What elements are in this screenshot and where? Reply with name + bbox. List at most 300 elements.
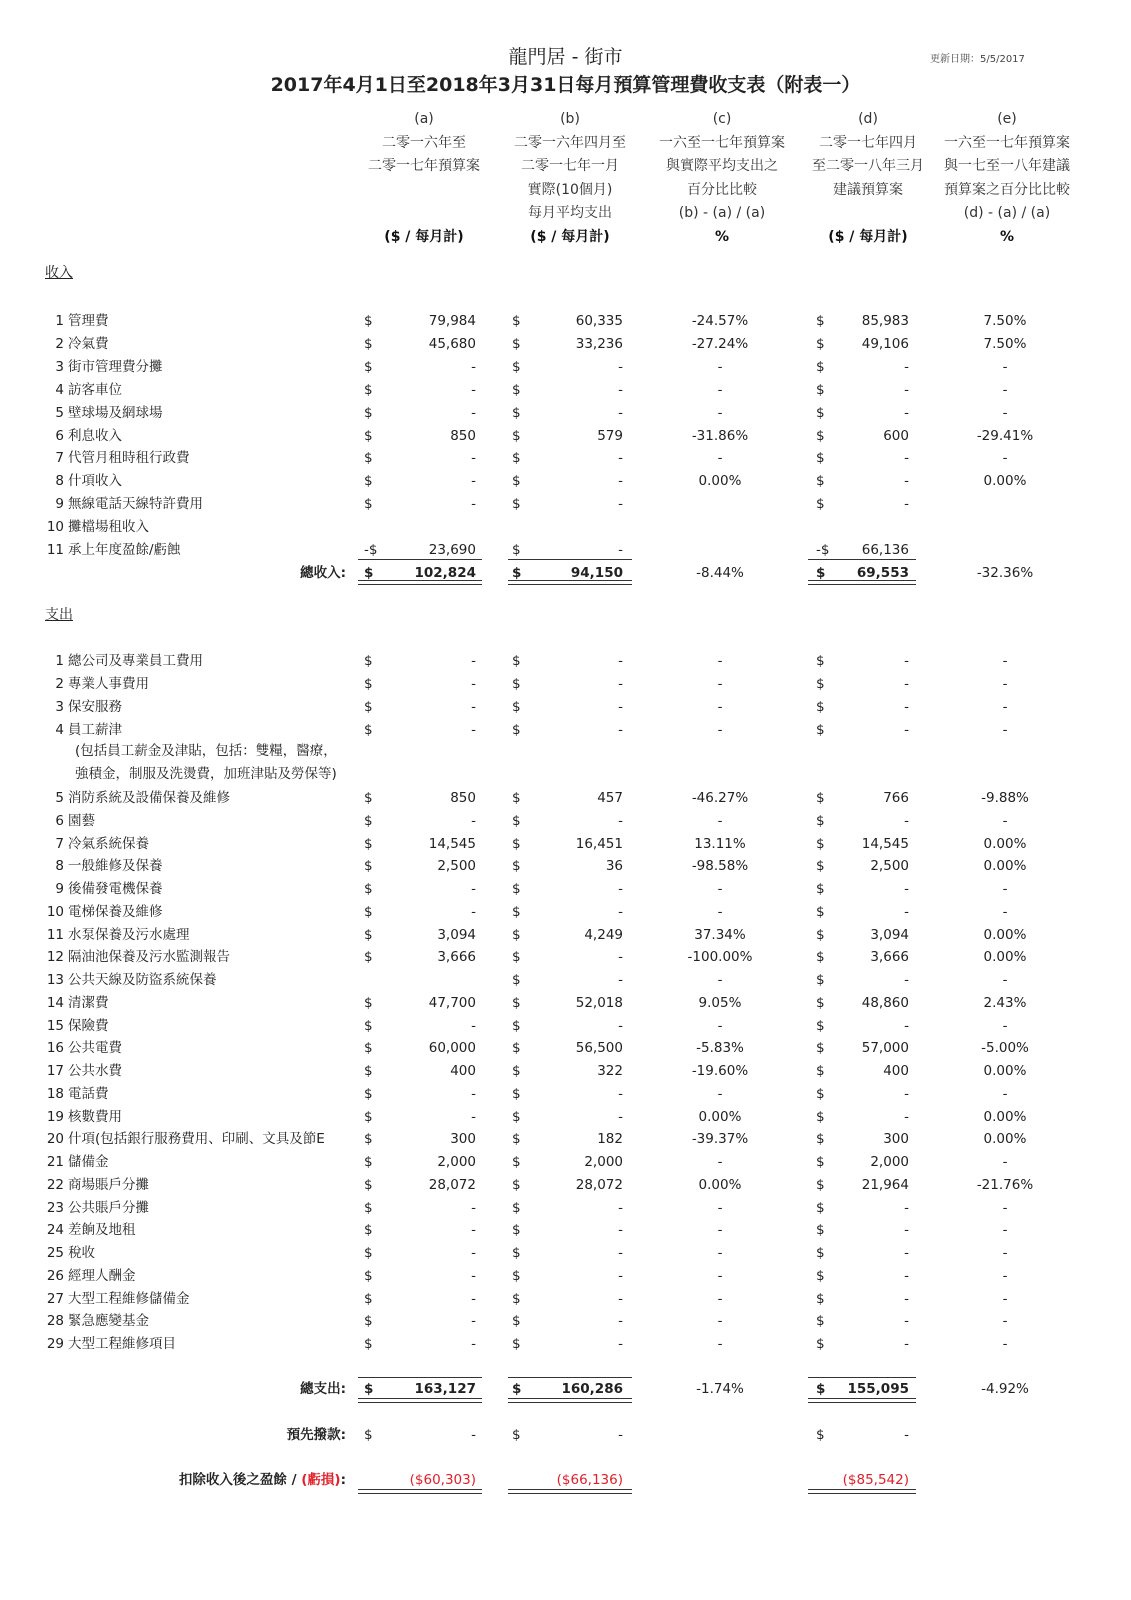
percent-e: 7.50% <box>983 335 1027 352</box>
currency-b: $ <box>512 335 521 352</box>
currency-b: $ <box>512 381 521 398</box>
value-d: 766 <box>883 790 909 806</box>
currency-d: $ <box>816 1267 825 1284</box>
value-b: - <box>618 653 623 669</box>
row-number: 23 <box>46 1199 64 1216</box>
row-label: 利息收入 <box>68 427 122 444</box>
column-unit: % <box>999 228 1015 245</box>
currency-a: $ <box>364 473 373 490</box>
value-a: - <box>471 358 476 375</box>
percent-e: - <box>1002 1267 1008 1284</box>
currency-d: $ <box>816 721 825 738</box>
staff-note-line1: (包括員工薪金及津貼，包括：雙糧，醫療， <box>75 743 337 759</box>
currency-a: $ <box>364 994 373 1011</box>
currency-d: $ <box>816 1063 825 1079</box>
income-row <box>0 493 1131 515</box>
value-d: - <box>904 1085 909 1102</box>
column-desc-line: (d) - (a) / (a) <box>963 205 1051 221</box>
value-d: - <box>904 675 909 692</box>
currency-d: $ <box>816 812 825 829</box>
value-d: - <box>904 903 909 920</box>
currency-a: $ <box>364 335 373 352</box>
row-label: 總公司及專業員工費用 <box>68 653 203 669</box>
value-b: 56,500 <box>575 1040 623 1057</box>
currency-b: $ <box>512 1222 521 1239</box>
column-desc-line: 二零一七年一月 <box>521 158 619 174</box>
value-a: 79,984 <box>428 313 476 329</box>
income-row <box>0 310 1131 332</box>
percent-e: - <box>1002 450 1008 467</box>
currency-b: $ <box>512 949 521 966</box>
value-b: - <box>618 1267 623 1284</box>
percent-e: - <box>1002 675 1008 692</box>
income-row <box>0 333 1131 355</box>
value-d: - <box>904 698 909 715</box>
row-label: 公共賬戶分攤 <box>68 1199 149 1216</box>
currency-b: $ <box>512 653 521 669</box>
currency-d: $ <box>816 1427 825 1443</box>
value-b: - <box>618 1199 623 1216</box>
row-number: 11 <box>46 542 64 558</box>
column-unit: % <box>714 228 730 245</box>
currency-b: $ <box>512 542 521 558</box>
value-b: - <box>618 1017 623 1034</box>
column-desc-line: 實際(10個月) <box>527 181 613 198</box>
percent-c: -27.24% <box>691 335 749 352</box>
value-a: - <box>471 1427 476 1443</box>
value-b: - <box>618 1108 623 1125</box>
percent-c: - <box>717 903 723 920</box>
value-a: - <box>471 496 476 513</box>
value-d: 3,094 <box>870 926 909 943</box>
income-total-bottom-rule <box>808 580 916 585</box>
currency-b: $ <box>512 427 521 444</box>
percent-c: - <box>717 675 723 692</box>
currency-a: $ <box>364 1085 373 1102</box>
advance-label: 預先撥款: <box>286 1427 346 1443</box>
percent-c: - <box>717 404 723 421</box>
percent-c: 0.00% <box>698 1108 742 1125</box>
currency-d: $ <box>816 881 825 897</box>
surplus-bottom-rule <box>358 1489 482 1494</box>
row-label: 儲備金 <box>68 1154 109 1170</box>
currency-a: $ <box>364 835 373 852</box>
expense-row <box>0 1174 1131 1196</box>
expense-row <box>0 1333 1131 1355</box>
currency-a: $ <box>364 427 373 444</box>
expense-row <box>0 810 1131 832</box>
currency-a: $ <box>364 653 373 669</box>
currency-b: $ <box>512 496 521 513</box>
percent-c: - <box>717 1290 723 1307</box>
value-d: 155,095 <box>847 1381 909 1397</box>
surplus-label-part: : <box>340 1472 346 1488</box>
value-b: - <box>618 404 623 421</box>
currency-a: $ <box>364 675 373 692</box>
value-d: 2,000 <box>870 1154 909 1170</box>
column-desc-line: 與一七至一八年建議 <box>944 158 1070 174</box>
currency-a: $ <box>364 926 373 943</box>
column-letter: (d) <box>858 111 878 127</box>
currency-b: $ <box>512 812 521 829</box>
value-a: - <box>471 1108 476 1125</box>
row-number: 9 <box>55 496 64 513</box>
currency-b: $ <box>512 1267 521 1284</box>
currency-a: $ <box>364 565 374 581</box>
value-d: - <box>904 1245 909 1261</box>
row-label: 後備發電機保養 <box>68 881 163 897</box>
value-b: 60,335 <box>575 313 623 329</box>
expense-row <box>0 1060 1131 1082</box>
row-label: 隔油池保養及污水監測報告 <box>68 949 230 966</box>
expense-row <box>0 719 1131 741</box>
value-b: 36 <box>605 858 623 875</box>
surplus-row <box>0 1469 1131 1491</box>
income-total-top-rule <box>808 559 916 560</box>
currency-a: $ <box>364 450 373 467</box>
value-a: - <box>471 1313 476 1330</box>
expense-row <box>0 878 1131 900</box>
percent-e: 0.00% <box>983 835 1027 852</box>
value-a: - <box>471 1199 476 1216</box>
currency-a: $ <box>364 381 373 398</box>
row-number: 5 <box>55 790 64 806</box>
income-row <box>0 356 1131 378</box>
value-a: 163,127 <box>414 1381 476 1397</box>
percent-c: - <box>717 1267 723 1284</box>
currency-d: $ <box>816 698 825 715</box>
percent-c: -46.27% <box>691 790 749 806</box>
percent-e: 0.00% <box>983 1063 1027 1079</box>
value-d: - <box>904 1336 909 1352</box>
currency-a: $ <box>364 790 373 806</box>
currency-a: $ <box>364 1063 373 1079</box>
value-d: - <box>904 358 909 375</box>
value-a: 23,690 <box>428 542 476 558</box>
value-d: 14,545 <box>861 835 909 852</box>
value-d: 57,000 <box>861 1040 909 1057</box>
currency-b: $ <box>512 1313 521 1330</box>
value-d: - <box>904 721 909 738</box>
value-d: 66,136 <box>861 542 909 558</box>
value-b: - <box>618 675 623 692</box>
row-number: 1 <box>55 653 64 669</box>
currency-d: $ <box>816 1199 825 1216</box>
surplus-label <box>100 1469 346 1491</box>
row-label: 緊急應變基金 <box>68 1313 149 1330</box>
percent-c: -98.58% <box>691 858 749 875</box>
currency-a: $ <box>364 1222 373 1239</box>
value-b: - <box>618 972 623 988</box>
value-a: - <box>471 1290 476 1307</box>
column-desc-line <box>349 202 499 226</box>
column-desc-line: 二零一六年四月至 <box>514 134 626 151</box>
value-a: 3,094 <box>437 926 476 943</box>
value-a: - <box>471 1336 476 1352</box>
column-desc-line: 至二零一八年三月 <box>812 158 924 174</box>
expense-row <box>0 1128 1131 1150</box>
expense-row <box>0 696 1131 718</box>
column-unit: ($ / 每月計) <box>384 228 464 245</box>
value-d: - <box>904 972 909 988</box>
expense-row <box>0 1106 1131 1128</box>
currency-a: $ <box>364 1154 373 1170</box>
value-b: - <box>618 949 623 966</box>
row-label: 代管月租時租行政費 <box>68 450 190 467</box>
currency-b: $ <box>512 1427 521 1443</box>
row-number: 4 <box>55 721 64 738</box>
percent-e: - <box>1002 381 1008 398</box>
expense-total-top-rule <box>508 1377 632 1378</box>
currency-a: $ <box>364 949 373 966</box>
currency-d: $ <box>816 949 825 966</box>
row-label: 保險費 <box>68 1017 109 1034</box>
currency-a: $ <box>364 358 373 375</box>
income-row <box>0 402 1131 424</box>
percent-e: 0.00% <box>983 949 1027 966</box>
percent-e: 0.00% <box>983 1108 1027 1125</box>
value-a: - <box>471 1017 476 1034</box>
percent-c: 37.34% <box>694 926 746 943</box>
percent-e: - <box>1002 1290 1008 1307</box>
value-b: 182 <box>597 1131 623 1148</box>
currency-b: $ <box>512 1290 521 1307</box>
percent-e: -5.00% <box>981 1040 1029 1057</box>
currency-b: $ <box>512 358 521 375</box>
row-number: 5 <box>55 404 64 421</box>
value-d: 69,553 <box>856 565 909 581</box>
column-desc-line: 二零一七年四月 <box>819 134 917 151</box>
value-a: - <box>471 473 476 490</box>
currency-a: $ <box>364 721 373 738</box>
value-d: 3,666 <box>870 949 909 966</box>
percent-c: -100.00% <box>687 949 753 966</box>
currency-a: $ <box>364 858 373 875</box>
column-header-a <box>349 108 499 249</box>
percent-e: 2.43% <box>983 994 1027 1011</box>
currency-a: $ <box>364 1176 373 1193</box>
expense-total-row <box>0 1378 1131 1400</box>
currency-b: $ <box>512 972 521 988</box>
income-total-top-rule <box>508 559 632 560</box>
row-number: 14 <box>46 994 64 1011</box>
value-a: 28,072 <box>428 1176 476 1193</box>
percent-c: -19.60% <box>691 1063 749 1079</box>
value-b: 16,451 <box>575 835 623 852</box>
currency-a: $ <box>364 881 373 897</box>
currency-d: $ <box>816 1313 825 1330</box>
percent-e: - <box>1002 721 1008 738</box>
row-number: 29 <box>46 1336 64 1352</box>
value-a: - <box>471 698 476 715</box>
value-b: - <box>618 542 623 558</box>
value-b: - <box>618 1290 623 1307</box>
value-d: - <box>904 812 909 829</box>
row-number: 10 <box>46 903 64 920</box>
expense-row <box>0 1083 1131 1105</box>
value-b: 52,018 <box>575 994 623 1011</box>
column-desc-line <box>793 202 943 226</box>
currency-b: $ <box>512 1381 522 1397</box>
currency-b: $ <box>512 1245 521 1261</box>
percent-e: - <box>1002 1017 1008 1034</box>
percent-e: 0.00% <box>983 926 1027 943</box>
currency-d: $ <box>816 1245 825 1261</box>
percent-e: - <box>1002 1336 1008 1352</box>
income-row <box>0 425 1131 447</box>
row-label: 水泵保養及污水處理 <box>68 926 190 943</box>
row-number: 21 <box>46 1154 64 1170</box>
row-number: 20 <box>46 1131 64 1148</box>
row-label: 公共電費 <box>68 1040 122 1057</box>
row-label: 員工薪津 <box>68 721 122 738</box>
row-label: 專業人事費用 <box>68 675 149 692</box>
expense-row <box>0 924 1131 946</box>
currency-d: $ <box>816 496 825 513</box>
expense-total-bottom-rule <box>508 1398 632 1403</box>
currency-a: $ <box>364 1290 373 1307</box>
currency-d: $ <box>816 1154 825 1170</box>
value-a: - <box>471 903 476 920</box>
value-d: - <box>904 653 909 669</box>
percent-c: - <box>717 698 723 715</box>
row-label: 差餉及地租 <box>68 1222 136 1239</box>
row-number: 11 <box>46 926 64 943</box>
currency-d: $ <box>816 790 825 806</box>
row-label: 大型工程維修儲備金 <box>68 1290 190 1307</box>
percent-c: -39.37% <box>691 1131 749 1148</box>
value-a: - <box>471 881 476 897</box>
currency-d: $ <box>816 427 825 444</box>
value-a: 2,000 <box>437 1154 476 1170</box>
currency-a: $ <box>364 698 373 715</box>
value-d: - <box>904 1427 909 1443</box>
currency-d: $ <box>816 335 825 352</box>
currency-d: $ <box>816 1222 825 1239</box>
value-b: 2,000 <box>584 1154 623 1170</box>
income-row <box>0 516 1131 538</box>
currency-d: $ <box>816 1176 825 1193</box>
row-label: 無線電話天線特許費用 <box>68 496 203 513</box>
surplus-label-part: 扣除收入後之盈餘 / <box>178 1472 302 1488</box>
column-letter: (a) <box>414 111 434 127</box>
percent-c: - <box>717 812 723 829</box>
row-number: 8 <box>55 473 64 490</box>
currency-b: $ <box>512 1336 521 1352</box>
currency-b: $ <box>512 1040 521 1057</box>
value-d: - <box>904 450 909 467</box>
value-d: - <box>904 1267 909 1284</box>
currency-d: $ <box>816 358 825 375</box>
row-number: 6 <box>55 812 64 829</box>
percent-c: 0.00% <box>698 473 742 490</box>
row-number: 6 <box>55 427 64 444</box>
expense-section-title: 支出 <box>45 607 73 623</box>
currency-a: $ <box>364 496 373 513</box>
currency-d: $ <box>816 1381 826 1397</box>
row-label: 冷氣費 <box>68 335 109 352</box>
currency-a: $ <box>364 1040 373 1057</box>
column-desc-line: 與實際平均支出之 <box>666 158 778 174</box>
value-d: 300 <box>883 1131 909 1148</box>
currency-d: $ <box>816 1131 825 1148</box>
value-d: 49,106 <box>861 335 909 352</box>
row-number: 13 <box>46 972 64 988</box>
column-header-d <box>793 108 943 249</box>
surplus-bottom-rule <box>508 1489 632 1494</box>
expense-row <box>0 1037 1131 1059</box>
percent-c: - <box>717 450 723 467</box>
row-number: 1 <box>55 313 64 329</box>
row-number: 7 <box>55 835 64 852</box>
percent-e: -32.36% <box>976 565 1034 581</box>
value-a: - <box>471 1245 476 1261</box>
currency-b: $ <box>512 450 521 467</box>
advance-payment-row <box>0 1424 1131 1446</box>
percent-e: - <box>1002 812 1008 829</box>
expense-row <box>0 1242 1131 1264</box>
percent-c: - <box>717 881 723 897</box>
value-b: - <box>618 1427 623 1443</box>
currency-b: $ <box>512 675 521 692</box>
currency-d: $ <box>816 903 825 920</box>
currency-d: $ <box>816 926 825 943</box>
value-a: - <box>471 721 476 738</box>
value-a: 14,545 <box>428 835 476 852</box>
currency-d: $ <box>816 565 826 581</box>
value-b: 94,150 <box>570 565 623 581</box>
column-desc-line: 二零一六年至 <box>382 134 466 151</box>
value-b: - <box>618 1336 623 1352</box>
column-unit: ($ / 每月計) <box>828 228 908 245</box>
currency-d: $ <box>816 1336 825 1352</box>
value-b: - <box>618 496 623 513</box>
currency-a: $ <box>364 404 373 421</box>
value-b: 457 <box>597 790 623 806</box>
expense-row <box>0 1310 1131 1332</box>
percent-e: 0.00% <box>983 1131 1027 1148</box>
surplus-value-d: ($85,542) <box>842 1472 909 1488</box>
row-label: 一般維修及保養 <box>68 858 163 875</box>
row-label: 冷氣系統保養 <box>68 835 149 852</box>
currency-b: $ <box>512 903 521 920</box>
percent-c: -1.74% <box>696 1381 744 1397</box>
column-header-c <box>647 108 797 249</box>
expense-row <box>0 1265 1131 1287</box>
row-number: 9 <box>55 881 64 897</box>
percent-c: -31.86% <box>691 427 749 444</box>
column-letter: (b) <box>560 111 580 127</box>
currency-a: -$ <box>364 542 378 558</box>
currency-b: $ <box>512 858 521 875</box>
column-desc-line: 每月平均支出 <box>528 205 612 221</box>
percent-c: - <box>717 1313 723 1330</box>
currency-d: $ <box>816 404 825 421</box>
row-label: 承上年度盈餘/虧蝕 <box>68 542 181 558</box>
column-desc-line: 預算案之百分比比較 <box>944 181 1070 198</box>
value-d: - <box>904 1108 909 1125</box>
percent-c: -5.83% <box>696 1040 744 1057</box>
row-label: 園藝 <box>68 812 95 829</box>
currency-b: $ <box>512 926 521 943</box>
column-letter: (c) <box>712 111 732 127</box>
value-b: - <box>618 812 623 829</box>
value-a: - <box>471 675 476 692</box>
row-number: 28 <box>46 1313 64 1330</box>
currency-d: $ <box>816 1290 825 1307</box>
value-a: 47,700 <box>428 994 476 1011</box>
total-label: 總支出: <box>300 1381 346 1397</box>
